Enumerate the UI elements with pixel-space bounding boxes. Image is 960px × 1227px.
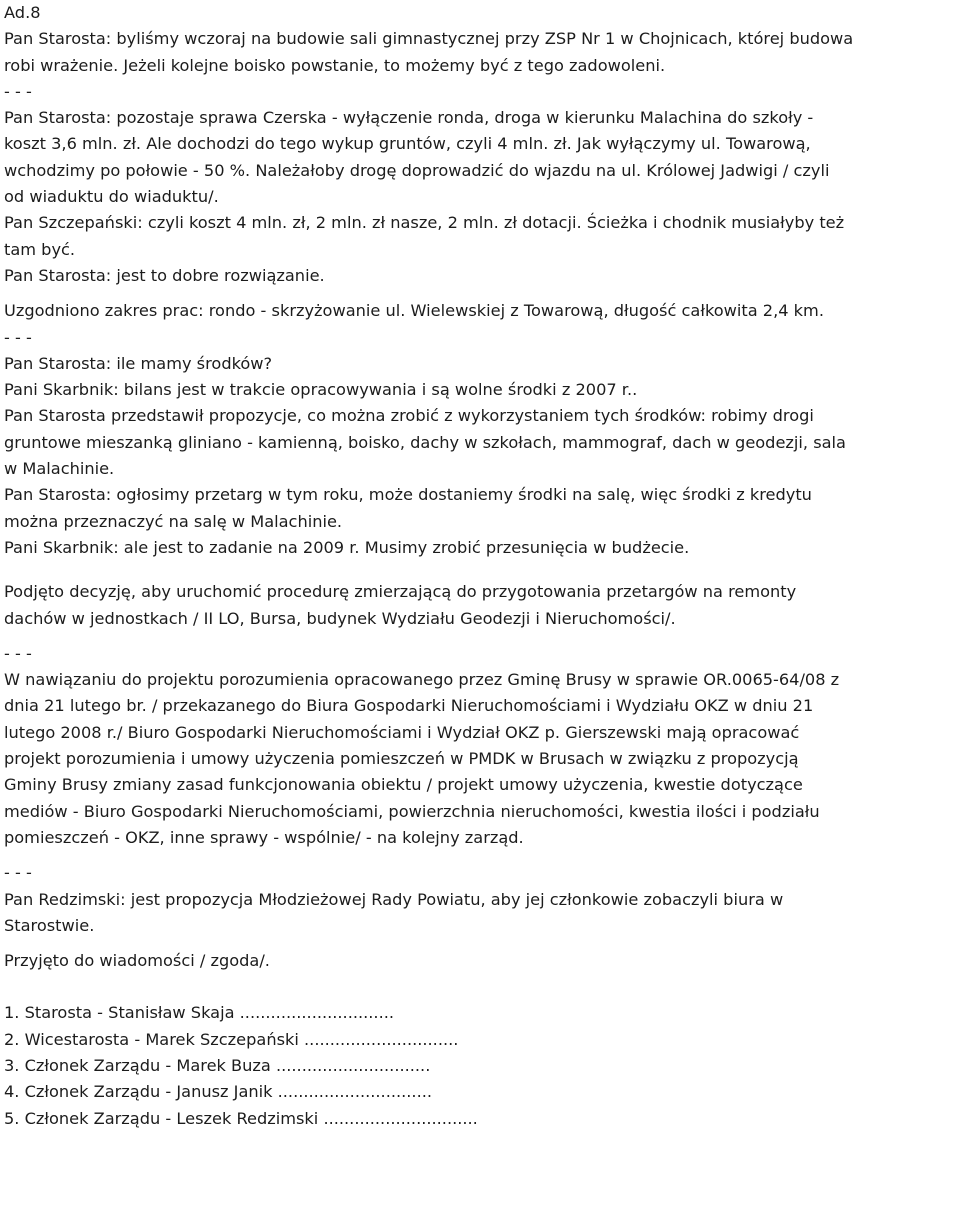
text-line: pomieszczeń - OKZ, inne sprawy - wspólnie/ - na kolejny zarząd.	[4, 827, 524, 847]
text-line: tam być.	[4, 239, 76, 259]
separator: - - -	[4, 643, 32, 663]
text-line: Pan Szczepański: czyli koszt 4 mln. zł, 2 mln. zł nasze, 2 mln. zł dotacji. Ścieżka i chodnik musiałyby też	[4, 213, 845, 233]
text-line: wchodzimy po połowie - 50 %. Należałoby drogę doprowadzić do wjazdu na ul. Królowej Jadwigi / czyli	[4, 160, 830, 180]
separator: - - -	[4, 863, 32, 883]
paragraph-scope-agreed	[4, 298, 956, 324]
text-line: Pani Skarbnik: bilans jest w trakcie opracowywania i są wolne środki z 2007 r..	[4, 380, 638, 400]
separator: - - -	[4, 81, 32, 101]
text-line: koszt 3,6 mln. zł. Ale dochodzi do tego wykup gruntów, czyli 4 mln. zł. Jak wyłączymy ul. Towarową,	[4, 134, 811, 154]
text-line: dachów w jednostkach / II LO, Bursa, budynek Wydziału Geodezji i Nieruchomości/.	[4, 608, 676, 628]
paragraph-acknowledged: Przyjęto do wiadomości / zgoda/.	[4, 951, 270, 971]
signature-line: 5. Członek Zarządu - Leszek Redzimski ..............................	[4, 1108, 478, 1128]
text-line: Pan Starosta: ogłosimy przetarg w tym roku, może dostaniemy środki na salę, więc środki z kredytu	[4, 485, 812, 505]
text-line: robi wrażenie. Jeżeli kolejne boisko powstanie, to możemy być z tego zadowoleni.	[4, 55, 666, 75]
text-line: od wiaduktu do wiaduktu/.	[4, 187, 219, 207]
text-line: Pan Starosta: pozostaje sprawa Czerska - wyłączenie ronda, droga w kierunku Malachina do szkoły -	[4, 108, 814, 128]
paragraph-funds	[4, 351, 956, 561]
text-line: projekt porozumienia i umowy użyczenia pomieszczeń w PMDK w Brusach w związku z propozycją	[4, 749, 799, 769]
paragraph-czersk-road	[4, 105, 956, 289]
section-heading: Ad.8	[4, 3, 41, 22]
signature-list	[4, 1000, 956, 1131]
signature-line: 4. Członek Zarządu - Janusz Janik ..............................	[4, 1082, 433, 1102]
document-body	[4, 0, 956, 1132]
text-line: Pan Starosta: ile mamy środków?	[4, 353, 273, 373]
signature-line: 2. Wicestarosta - Marek Szczepański ..............................	[4, 1029, 459, 1049]
text-line: gruntowe mieszanką gliniano - kamienną, boisko, dachy w szkołach, mammograf, dach w geodezji, sala	[4, 432, 846, 452]
text-line: Starostwie.	[4, 915, 95, 935]
paragraph-roof-decision	[4, 579, 956, 632]
text-line: Pan Starosta: byliśmy wczoraj na budowie sali gimnastycznej przy ZSP Nr 1 w Chojnicach, której budowa	[4, 29, 854, 49]
text-line: można przeznaczyć na salę w Malachinie.	[4, 511, 343, 531]
text-line: dnia 21 lutego br. / przekazanego do Biura Gospodarki Nieruchomościami i Wydziału OKZ w dniu 21	[4, 696, 814, 716]
paragraph-brusy-agreement	[4, 667, 956, 851]
text-line: w Malachinie.	[4, 459, 115, 479]
text-line: Pan Redzimski: jest propozycja Młodzieżowej Rady Powiatu, aby jej członkowie zobaczyli biura w	[4, 889, 784, 909]
signature-line: 1. Starosta - Stanisław Skaja ..............................	[4, 1003, 395, 1023]
text-line: W nawiązaniu do projektu porozumienia opracowanego przez Gminę Brusy w sprawie OR.0065-64/08 z	[4, 670, 840, 690]
text-line: Pan Starosta przedstawił propozycje, co można zrobić z wykorzystaniem tych środków: robimy drogi	[4, 406, 814, 426]
signature-line: 3. Członek Zarządu - Marek Buza ..............................	[4, 1055, 431, 1075]
text-line: Pani Skarbnik: ale jest to zadanie na 2009 r. Musimy zrobić przesunięcia w budżecie.	[4, 537, 690, 557]
separator: - - -	[4, 327, 32, 347]
text-line: Pan Starosta: jest to dobre rozwiązanie.	[4, 265, 325, 285]
paragraph-sports-hall	[4, 26, 956, 79]
text-line: mediów - Biuro Gospodarki Nieruchomościami, powierzchnia nieruchomości, kwestia ilości i podziału	[4, 801, 820, 821]
text-line: lutego 2008 r./ Biuro Gospodarki Nieruchomościami i Wydział OKZ p. Gierszewski mają opracować	[4, 722, 800, 742]
paragraph-youth-council	[4, 887, 956, 940]
text-line: Uzgodniono zakres prac: rondo - skrzyżowanie ul. Wielewskiej z Towarową, długość całkowita 2,4 km.	[4, 301, 824, 321]
text-line: Podjęto decyzję, aby uruchomić procedurę zmierzającą do przygotowania przetargów na remonty	[4, 582, 797, 602]
text-line: Gminy Brusy zmiany zasad funkcjonowania obiektu / projekt umowy użyczenia, kwestie dotyczące	[4, 775, 803, 795]
